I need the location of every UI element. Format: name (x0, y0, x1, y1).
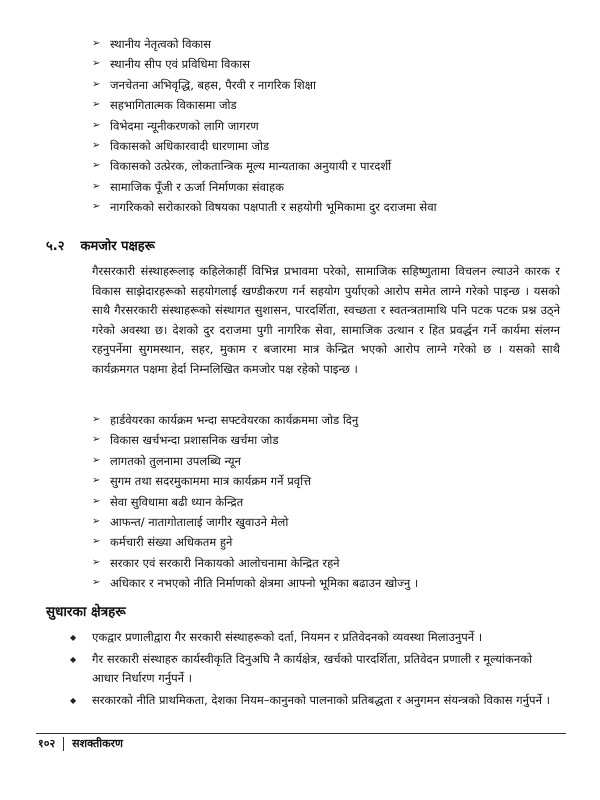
list-item-text: सुगम तथा सदरमुकाममा मात्र कार्यक्रम गर्ने प्रवृत्ति (110, 474, 312, 489)
list-item (92, 430, 562, 450)
list-item (92, 156, 562, 176)
arrow-bullet-icon: ➢ (92, 515, 101, 527)
list-item (92, 34, 562, 54)
list-item (70, 650, 562, 689)
arrow-bullet-icon: ➢ (92, 495, 101, 507)
list-item (70, 691, 562, 711)
arrow-bullet-icon: ➢ (92, 454, 101, 466)
footer-separator (63, 737, 64, 751)
list-item (92, 197, 562, 217)
local-development-list (92, 34, 562, 218)
list-item-text: कर्मचारी संख्या अधिकतम हुने (110, 535, 233, 550)
list-item (92, 573, 562, 593)
section-heading (46, 236, 155, 254)
list-item-text: स्थानीय नेतृत्वको विकास (110, 37, 212, 51)
list-item-text: स्थानीय सीप एवं प्रविधिमा विकास (110, 57, 251, 72)
list-item-text: अधिकार र नभएको नीति निर्माणको क्षेत्रमा आफ्नो भूमिका बढाउन खोज्नु । (110, 576, 419, 591)
arrow-bullet-icon: ➢ (92, 414, 101, 425)
section-number: ५.२ (46, 239, 65, 254)
list-item-text: सामाजिक पूँजी र ऊर्जा निर्माणका संवाहक (110, 179, 284, 194)
arrow-bullet-icon: ➢ (92, 556, 101, 568)
list-item (92, 75, 562, 95)
list-item (92, 451, 562, 471)
list-item (92, 512, 562, 532)
section-title: कमजोर पक्षहरू (80, 239, 155, 254)
list-item-text: आफन्त/ नातागोतालाई जागीर खुवाउने मेलो (110, 514, 289, 529)
arrow-bullet-icon: ➢ (92, 475, 101, 487)
arrow-bullet-icon: ➢ (92, 180, 101, 192)
diamond-bullet-icon: ◆ (70, 633, 77, 642)
arrow-bullet-icon: ➢ (92, 99, 101, 111)
list-item-text: एकद्वार प्रणालीद्वारा गैर सरकारी संस्थाहरूको दर्ता, नियमन र प्रतिवेदनको व्यवस्था मिलाउनुपर्ने । (92, 630, 483, 644)
paragraph-text: गैरसरकारी संस्थाहरूलाइ कहिलेकाहीं विभिन्न प्रभावमा परेको, सामाजिक सहिष्णुतामा विचलन ल्याउने कारक र विकास साझेदारहरूको सहयोगलाई खण्डीकरण गर्न सहयोग पुर्याएको आरोप समेत लाग्ने गरेको पाइन्छ । यसको साथै गैरसरकारी संस्थाहरूको संस्थागत सुशासन, पारदर्शिता, स्वच्छता र स्वतन्त्रतामाथि पनि पटक पटक प्रश्न उठ्ने गरेको अवस्था छ। देशको दुर दराजमा पुगी नागरिक सेवा, सामाजिक उत्थान र हित प्रवर्द्धन गर्ने कार्यमा संलग्न रहनुपर्नेमा सुगमस्थान, सहर, मुकाम र बजारमा मात्र केन्द्रित भएको आरोप लाग्ने गरेको छ । यसको साथै कार्यक्रमगत पक्षमा हेर्दा निम्नलिखित कमजोर पक्ष रहेको पाइन्छ । (92, 264, 560, 376)
list-item-text: विकासको उत्प्रेरक, लोकतान्त्रिक मूल्य मान्यताका अनुयायी र पारदर्शी (110, 159, 392, 174)
list-item-text: सहभागितात्मक विकासमा जोड (110, 98, 237, 113)
arrow-bullet-icon: ➢ (92, 78, 101, 90)
running-title: सशक्तीकरण (72, 737, 124, 750)
arrow-bullet-icon: ➢ (92, 38, 101, 49)
list-item-text: नागरिकको सरोकारको विषयका पक्षपाती र सहयोगी भूमिकामा दुर दराजमा सेवा (110, 200, 437, 215)
arrow-bullet-icon: ➢ (92, 139, 101, 151)
arrow-bullet-icon: ➢ (92, 58, 101, 70)
arrow-bullet-icon: ➢ (92, 577, 101, 589)
list-item (92, 95, 562, 115)
list-item-text: लागतको तुलनामा उपलब्धि न्यून (110, 453, 241, 468)
list-item (92, 136, 562, 156)
list-item-text: विकासको अधिकारवादी धारणामा जोड (110, 138, 270, 153)
list-item (92, 492, 562, 512)
page-footer (38, 736, 123, 751)
list-item (92, 410, 562, 430)
weakness-paragraph (92, 262, 560, 380)
diamond-bullet-icon: ◆ (70, 695, 77, 705)
footer-divider (36, 733, 566, 734)
arrow-bullet-icon: ➢ (92, 201, 101, 213)
list-item (92, 177, 562, 197)
list-item-text: सरकारको नीति प्राथमिकता, देशका नियम–कानुनको पालनाको प्रतिबद्धता र अनुगमन संयन्त्रको विकास गर्नुपर्ने । (92, 692, 550, 707)
page-number: १०२ (38, 737, 56, 750)
reform-list (70, 628, 562, 712)
arrow-bullet-icon: ➢ (92, 160, 101, 172)
arrow-bullet-icon: ➢ (92, 536, 101, 548)
list-item (92, 54, 562, 74)
arrow-bullet-icon: ➢ (92, 119, 101, 131)
list-item-text: विभेदमा न्यूनीकरणको लागि जागरण (110, 118, 259, 133)
list-item (92, 116, 562, 136)
list-item (92, 471, 562, 491)
list-item-text: गैर सरकारी संस्थाहरु कार्यस्वीकृति दिनुअघि नै कार्यक्षेत्र, खर्चको पारदर्शिता, प्रतिवेदन प्रणाली र मूल्यांकनको आधार निर्धारण गर्नुपर्ने । (92, 651, 533, 685)
list-item-text: विकास खर्चभन्दा प्रशासनिक खर्चमा जोड (110, 433, 279, 448)
diamond-bullet-icon: ◆ (70, 654, 77, 664)
list-item-text: सेवा सुविधामा बढी ध्यान केन्द्रित (110, 494, 244, 509)
list-item-text: सरकार एवं सरकारी निकायको आलोचनामा केन्द्रित रहने (110, 555, 340, 570)
list-item (92, 553, 562, 573)
list-item (70, 628, 562, 648)
weakness-list (92, 410, 562, 594)
list-item (92, 532, 562, 552)
arrow-bullet-icon: ➢ (92, 434, 101, 446)
list-item-text: हार्डवेयरका कार्यक्रम भन्दा सफ्टवेयरका कार्यक्रममा जोड दिनु (110, 413, 359, 427)
reform-heading: सुधारका क्षेत्रहरू (46, 604, 126, 620)
list-item-text: जनचेतना अभिवृद्धि, बहस, पैरवी र नागरिक शिक्षा (110, 77, 316, 92)
